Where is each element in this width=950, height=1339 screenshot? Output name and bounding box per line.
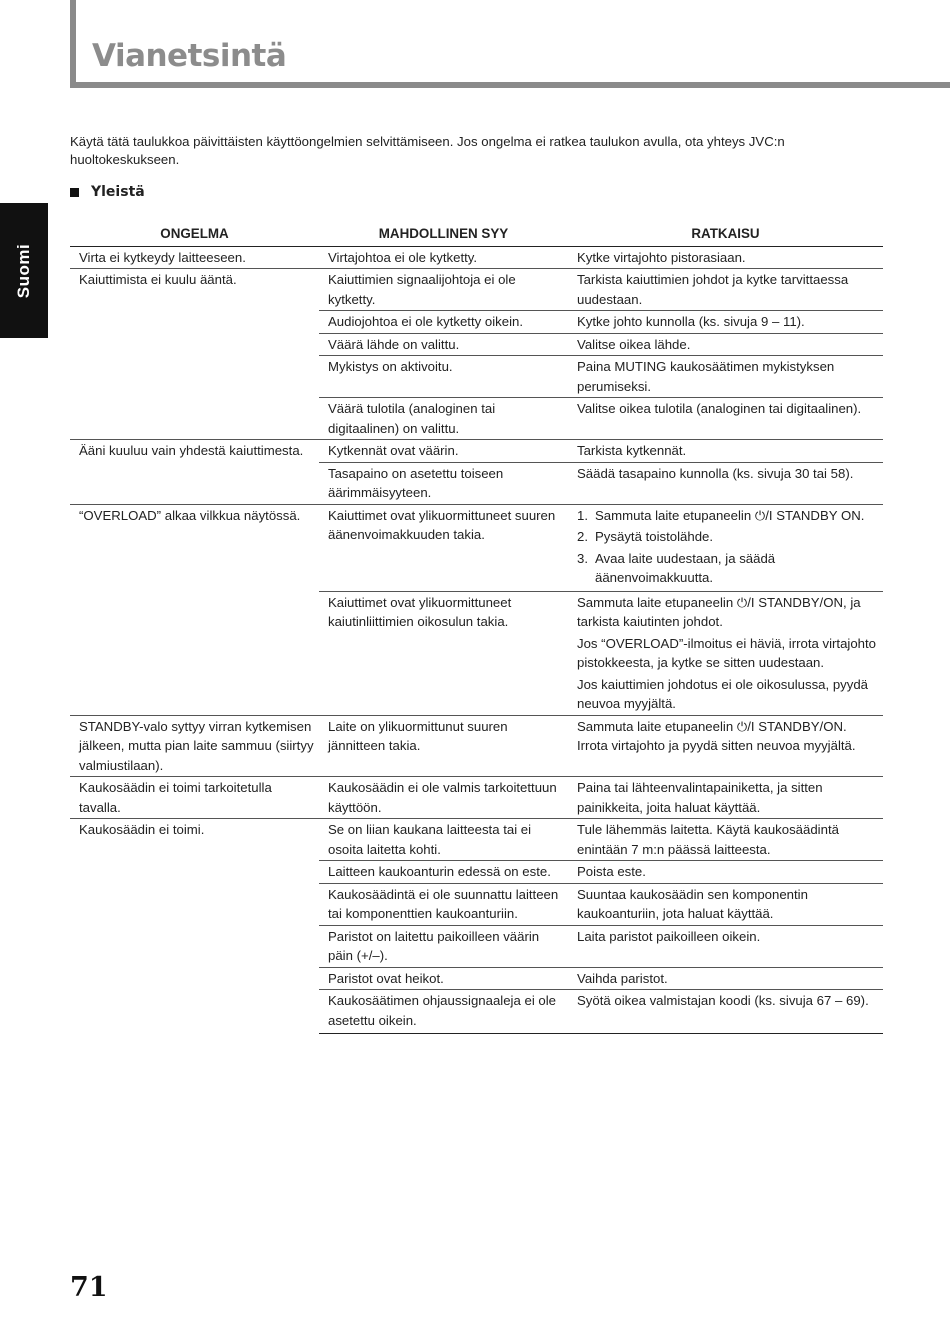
solution-steps-list [577,506,879,588]
cause-cell: Väärä tulotila (analoginen tai digitaalinen) on valittu. [319,398,568,440]
solution-step [577,549,879,588]
solution-paragraph: Jos kaiuttimien johdotus ei ole oikosulussa, pyydä neuvoa myyjältä. [577,676,869,711]
cause-cell: Se on liian kaukana laitteesta tai ei osoita laitetta kohti. [319,819,568,861]
cause-cell: Audiojohtoa ei ole kytketty oikein. [319,311,568,334]
table-row [70,504,883,591]
problem-cell: Ääni kuuluu vain yhdestä kaiuttimesta. [70,440,319,505]
cause-cell: Kaukosäädin ei ole valmis tarkoitettuun käyttöön. [319,777,568,819]
cause-cell: Kaiuttimet ovat ylikuormittuneet suuren äänenvoimakkuuden takia. [319,504,568,591]
cause-cell: Kytkennät ovat väärin. [319,440,568,463]
section-heading [70,184,145,200]
cause-cell: Paristot ovat heikot. [319,967,568,990]
cause-cell: Paristot on laitettu paikoilleen väärin päin (+/–). [319,925,568,967]
square-bullet-icon [70,188,79,197]
header-problem: ONGELMA [70,222,319,246]
step-text: Sammuta laite etupaneelin ⏻/I STANDBY ON. [595,507,865,523]
page-number: 71 [70,1272,108,1303]
solution-cell: Paina tai lähteenvalintapainiketta, ja sitten painikkeita, joita haluat käyttää. [568,777,883,819]
problem-cell: Kaukosäädin ei toimi. [70,819,319,1034]
section-heading-label: Yleistä [91,184,145,200]
solution-cell: Paina MUTING kaukosäätimen mykistyksen perumiseksi. [568,356,883,398]
solution-cell [568,591,883,715]
table-row [70,819,883,861]
solution-cell: Suuntaa kaukosäädin sen komponentin kaukoanturiin, jota haluat käyttää. [568,883,883,925]
table-row [70,777,883,819]
table-row [70,440,883,463]
solution-cell: Tarkista kaiuttimien johdot ja kytke tarvittaessa uudestaan. [568,269,883,311]
cause-cell: Kaukosäätimen ohjaussignaaleja ei ole asetettu oikein. [319,990,568,1034]
page-title: Vianetsintä [92,38,287,74]
language-tab [0,203,48,338]
cause-cell: Virtajohtoa ei ole kytketty. [328,249,478,265]
step-number: 3. [577,550,588,566]
title-bar-accent [70,0,76,88]
title-underline [70,82,950,88]
solution-cell: Valitse oikea tulotila (analoginen tai digitaalinen). [568,398,883,440]
solution-cell: Säädä tasapaino kunnolla (ks. sivuja 30 tai 58). [568,462,883,504]
solution-cell [568,504,883,591]
cause-cell: Kaiuttimien signaalijohtoja ei ole kytketty. [319,269,568,311]
step-number: 2. [577,529,588,544]
problem-cell: “OVERLOAD” alkaa vilkkua näytössä. [70,504,319,715]
language-tab-label: Suomi [14,243,34,298]
solution-cell: Valitse oikea lähde. [568,333,883,356]
intro-text: Käytä tätä taulukkoa päivittäisten käyttöongelmien selvittämiseen. Jos ongelma ei ratkea taulukon avulla, ota yhteys JVC:n huoltokeskukseen. [70,134,785,167]
solution-cell: Vaihda paristot. [568,967,883,990]
table-row [70,269,883,311]
troubleshooting-table [70,222,883,1034]
header-solution: RATKAISU [568,222,883,246]
step-text: Avaa laite uudestaan, ja säädä äänenvoimakkuutta. [595,550,776,585]
solution-cell: Syötä oikea valmistajan koodi (ks. sivuja 67 – 69). [568,990,883,1034]
cause-cell: Kaukosäädintä ei ole suunnattu laitteen tai komponenttien kaukoanturiin. [319,883,568,925]
cause-cell: Laite on ylikuormittunut suuren jännitteen takia. [319,715,568,777]
cause-cell: Väärä lähde on valittu. [319,333,568,356]
solution-step [577,527,879,547]
cause-cell: Kaiuttimet ovat ylikuormittuneet kaiutinliittimien oikosulun takia. [319,591,568,715]
solution-cell: Kytke johto kunnolla (ks. sivuja 9 – 11). [568,311,883,334]
table-row [70,715,883,777]
problem-cell: STANDBY-valo syttyy virran kytkemisen jälkeen, mutta pian laite sammuu (siirtyy valmiustilaan). [70,715,319,777]
solution-cell: Tarkista kytkennät. [568,440,883,463]
solution-cell: Tule lähemmäs laitetta. Käytä kaukosäädintä enintään 7 m:n päässä laitteesta. [568,819,883,861]
solution-paragraph: Jos “OVERLOAD”-ilmoitus ei häviä, irrota virtajohto pistokkeesta, ja kytke se sitten uudestaan. [577,635,877,670]
solution-cell: Poista este. [568,861,883,884]
step-text: Pysäytä toistolähde. [595,529,714,544]
solution-step [577,506,879,526]
problem-cell: Kaiuttimista ei kuulu ääntä. [70,269,319,440]
problem-cell: Kaukosäädin ei toimi tarkoitetulla tavalla. [70,777,319,819]
cause-cell: Mykistys on aktivoitu. [319,356,568,398]
table-header-row [70,222,883,246]
solution-cell: Sammuta laite etupaneelin ⏻/I STANDBY/ON. Irrota virtajohto ja pyydä sitten neuvoa myyjältä. [568,715,883,777]
solution-paragraph: Sammuta laite etupaneelin ⏻/I STANDBY/ON, ja tarkista kaiutinten johdot. [577,594,861,629]
problem-cell: Virta ei kytkeydy laitteeseen. [79,249,246,265]
solution-cell: Kytke virtajohto pistorasiaan. [577,249,746,265]
table-row [70,246,883,269]
cause-cell: Laitteen kaukoanturin edessä on este. [319,861,568,884]
step-number: 1. [577,507,588,523]
solution-cell: Laita paristot paikoilleen oikein. [568,925,883,967]
cause-cell: Tasapaino on asetettu toiseen äärimmäisyyteen. [319,462,568,504]
header-cause: MAHDOLLINEN SYY [319,222,568,246]
